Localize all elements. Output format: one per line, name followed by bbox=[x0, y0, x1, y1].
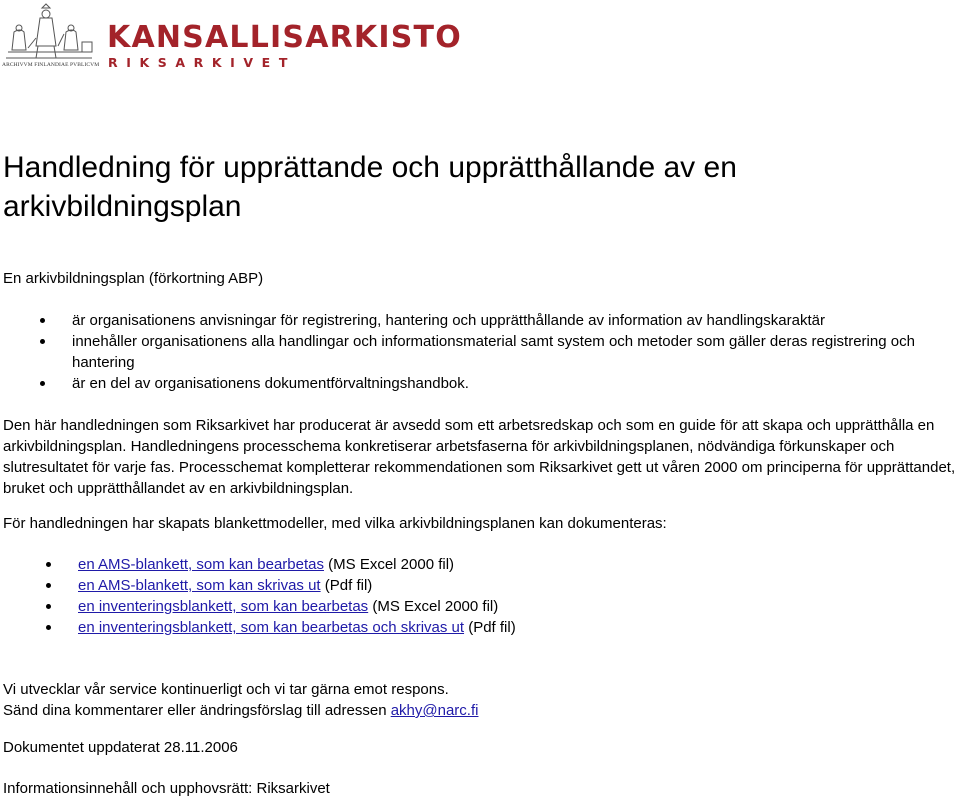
list-item-text: är organisationens anvisningar för registrering, hantering och upprätthållande av information av handlingskaraktär bbox=[72, 312, 825, 329]
forms-intro: För handledningen har skapats blankettmodeller, med vilka arkivbildningsplanen kan dokumenteras: bbox=[3, 515, 667, 532]
body-paragraph: Den här handledningen som Riksarkivet har producerat är avsedd som ett arbetsredskap och som en guide för att skapa och upprätthålla en arkivbildningsplan. Handledningens processchema konkretiserar arbetsfaserna för arkivbildningsplanen, nödvändiga förkunskaper och slutresultatet för varje fas. Processchemat kompletterar rekommendationen som Riksarkivet gett ut våren 2000 om principerna för upprättandet, bruket och upprätthållandet av en arkivbildningsplan. bbox=[3, 417, 956, 497]
email-link[interactable]: akhy@narc.fi bbox=[390, 702, 479, 719]
page-header bbox=[0, 0, 960, 80]
list-item bbox=[3, 331, 953, 373]
feedback-section bbox=[3, 679, 958, 721]
bullet-icon bbox=[46, 625, 51, 630]
list-item bbox=[3, 310, 953, 331]
bullet-icon bbox=[40, 318, 45, 323]
bullet-icon bbox=[46, 583, 51, 588]
feedback-contact bbox=[3, 700, 958, 721]
list-item bbox=[9, 596, 949, 617]
updated-date: Dokumentet uppdaterat 28.11.2006 bbox=[3, 739, 238, 756]
logo-motto: ARCHIVVM FINLANDIAE PVBLICVM bbox=[2, 62, 100, 68]
form-file-type: (Pdf fil) bbox=[320, 577, 373, 594]
feedback-contact-text: Sänd dina kommentarer eller ändringsförslag till adressen bbox=[3, 702, 391, 719]
form-file-type: (Pdf fil) bbox=[464, 619, 516, 636]
copyright-notice: Informationsinnehåll och upphovsrätt: Riksarkivet bbox=[3, 780, 330, 797]
bullet-icon bbox=[40, 381, 45, 386]
list-item bbox=[9, 554, 949, 575]
bullet-icon bbox=[46, 604, 51, 609]
form-file-type: (MS Excel 2000 fil) bbox=[368, 598, 499, 615]
list-item bbox=[3, 373, 953, 394]
form-file-type: (MS Excel 2000 fil) bbox=[323, 556, 455, 573]
definition-list bbox=[3, 310, 953, 394]
form-link-inventory-editable[interactable]: en inventeringsblankett, som kan bearbetas bbox=[78, 598, 369, 615]
bullet-icon bbox=[40, 339, 45, 344]
forms-list bbox=[9, 554, 949, 638]
list-item bbox=[9, 575, 949, 596]
brand-subtitle: RIKSARKIVET bbox=[108, 55, 296, 70]
brand-name: KANSALLISARKISTO bbox=[107, 20, 462, 55]
feedback-text: Vi utvecklar vår service kontinuerligt och vi tar gärna emot respons. bbox=[3, 681, 449, 698]
list-item-text: innehåller organisationens alla handlingar och informationsmaterial samt system och metoder som gäller deras registrering och hantering bbox=[72, 333, 915, 371]
list-item-text: är en del av organisationens dokumentförvaltningshandbok. bbox=[72, 375, 469, 392]
intro-text: En arkivbildningsplan (förkortning ABP) bbox=[3, 270, 264, 287]
page-title: Handledning för upprättande och upprätthållande av en arkivbildningsplan bbox=[3, 151, 737, 223]
form-link-inventory-printable[interactable]: en inventeringsblankett, som kan bearbetas och skrivas ut bbox=[78, 619, 465, 636]
form-link-ams-printable[interactable]: en AMS-blankett, som kan skrivas ut bbox=[78, 577, 321, 594]
bullet-icon bbox=[46, 562, 51, 567]
list-item bbox=[9, 617, 949, 638]
form-link-ams-editable[interactable]: en AMS-blankett, som kan bearbetas bbox=[78, 556, 324, 573]
